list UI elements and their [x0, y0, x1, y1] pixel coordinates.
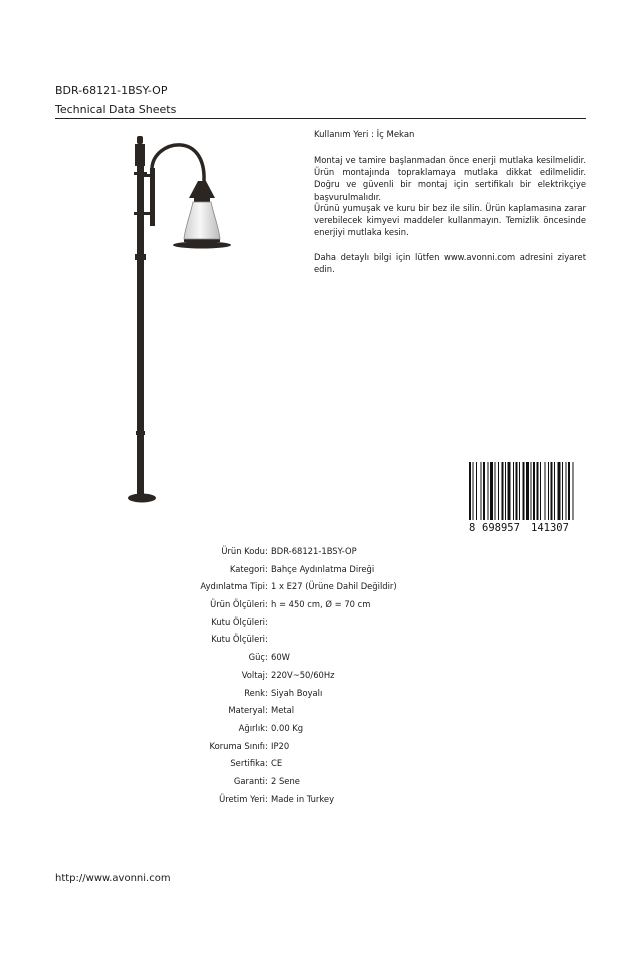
barcode-bar — [490, 462, 493, 520]
spec-label: Güç — [248, 652, 265, 663]
spec-value: CE — [271, 758, 283, 769]
spec-label: Koruma Sınıfı — [209, 740, 265, 751]
barcode-bar — [476, 462, 477, 520]
product-code-heading: BDR-68121-1BSY-OP — [55, 84, 168, 97]
barcode-bar — [469, 462, 471, 520]
spec-label: Kutu Ölçüleri — [211, 616, 265, 627]
spec-row — [55, 545, 455, 563]
spec-separator: : — [265, 758, 268, 769]
spec-row — [55, 775, 455, 793]
barcode-bar — [495, 462, 496, 520]
spec-separator: : — [265, 563, 268, 574]
barcode-digits-right: 141307 — [531, 522, 569, 534]
spec-label: Ürün Kodu — [221, 546, 265, 556]
barcode-bar — [568, 462, 570, 520]
barcode-digit-first: 8 — [469, 522, 476, 534]
safety-paragraph: Montaj ve tamire başlanmadan önce enerji mutlaka kesilmelidir. Ürün montajında topraklamaya mutlaka dikkat edilmelidir. Doğru ve güvenli bir montaj için sertifikalı bir elektrikçiye başvurulmalıdır. — [314, 155, 586, 202]
spec-label: Ağırlık — [238, 722, 265, 733]
spec-row — [55, 580, 455, 598]
spec-row — [55, 598, 455, 616]
barcode-bar — [573, 462, 574, 520]
footer-url[interactable]: http://www.avonni.com — [55, 873, 171, 884]
barcode — [468, 462, 588, 534]
barcode-digits-left: 698957 — [482, 522, 520, 534]
barcode-bar — [554, 462, 555, 520]
spec-separator: : — [265, 740, 268, 751]
cleaning-paragraph: Ürünü yumuşak ve kuru bir bez ile silin. Ürün kaplamasına zarar verebilecek kimyevi maddeler kullanmayın. Temizlik öncesinde enerjiyi mutlaka kesin. — [314, 203, 586, 238]
spec-separator: : — [265, 793, 268, 804]
barcode-bar — [526, 462, 529, 520]
spec-label: Garanti — [233, 775, 265, 786]
spec-value: IP20 — [271, 740, 290, 751]
barcode-bar — [488, 462, 489, 520]
document-subtitle: Technical Data Sheets — [55, 103, 177, 116]
header-divider — [55, 118, 586, 119]
spec-separator: : — [265, 616, 268, 627]
spec-value: h = 450 cm, Ø = 70 cm — [271, 599, 371, 610]
barcode-bar — [508, 462, 511, 520]
spec-value: BDR-68121-1BSY-OP — [271, 546, 357, 556]
spec-separator: : — [265, 652, 268, 663]
spec-label: Üretim Yeri — [219, 793, 265, 804]
barcode-bar — [540, 462, 541, 520]
barcode-bar — [483, 462, 485, 520]
spec-row — [55, 687, 455, 705]
barcode-bar — [505, 462, 506, 520]
garden-pole-lamp-image — [122, 136, 237, 508]
spec-row — [55, 704, 455, 722]
spec-value: 2 Sene — [271, 775, 300, 786]
barcode-bar — [531, 462, 532, 520]
barcode-bar — [551, 462, 553, 520]
spec-label: Sertifika — [230, 758, 265, 769]
spec-value: Made in Turkey — [271, 793, 335, 804]
barcode-bar — [533, 462, 535, 520]
barcode-bar — [548, 462, 549, 520]
spec-row — [55, 669, 455, 687]
barcode-bar — [502, 462, 504, 520]
spec-row — [55, 740, 455, 758]
spec-label: Voltaj — [241, 669, 265, 680]
barcode-bar — [545, 462, 546, 520]
spec-separator: : — [265, 546, 268, 556]
spec-separator: : — [265, 634, 268, 645]
barcode-bar — [566, 462, 567, 520]
barcode-bar — [523, 462, 525, 520]
spec-label: Materyal — [228, 705, 265, 716]
spec-separator: : — [265, 705, 268, 716]
barcode-bar — [513, 462, 514, 520]
spec-table — [55, 545, 455, 810]
spec-row — [55, 616, 455, 634]
spec-row — [55, 793, 455, 811]
spec-label: Renk — [244, 687, 265, 698]
info-paragraph: Daha detaylı bilgi için lütfen www.avonni.com adresini ziyaret edin. — [314, 252, 586, 275]
spec-value: Siyah Boyalı — [271, 687, 323, 698]
spec-row — [55, 722, 455, 740]
spec-separator: : — [265, 669, 268, 680]
barcode-bar — [473, 462, 474, 520]
spec-value: Metal — [271, 705, 295, 716]
spec-value: 1 x E27 (Ürüne Dahil Değildir) — [271, 581, 397, 592]
barcode-bar — [558, 462, 561, 520]
spec-separator: : — [265, 581, 268, 592]
barcode-bar — [562, 462, 563, 520]
spec-value: 220V~50/60Hz — [271, 669, 335, 680]
usage-location: Kullanım Yeri : İç Mekan — [314, 130, 415, 140]
barcode-bar — [498, 462, 499, 520]
spec-label: Aydınlatma Tipi — [200, 581, 265, 592]
spec-row — [55, 757, 455, 775]
spec-label: Ürün Ölçüleri — [210, 599, 265, 610]
spec-row — [55, 633, 455, 651]
spec-label: Kategori — [229, 563, 265, 574]
spec-row — [55, 651, 455, 669]
spec-value: 0.00 Kg — [271, 722, 304, 733]
spec-value: 60W — [271, 652, 290, 663]
barcode-bar — [516, 462, 518, 520]
barcode-bar — [537, 462, 539, 520]
spec-separator: : — [265, 722, 268, 733]
barcode-bar — [481, 462, 482, 520]
barcode-bars — [469, 462, 574, 520]
spec-separator: : — [265, 775, 268, 786]
spec-row — [55, 563, 455, 581]
spec-separator: : — [265, 687, 268, 698]
spec-separator: : — [265, 599, 268, 610]
spec-value: Bahçe Aydınlatma Direği — [271, 563, 375, 574]
spec-label: Kutu Ölçüleri — [211, 634, 265, 645]
barcode-bar — [519, 462, 520, 520]
